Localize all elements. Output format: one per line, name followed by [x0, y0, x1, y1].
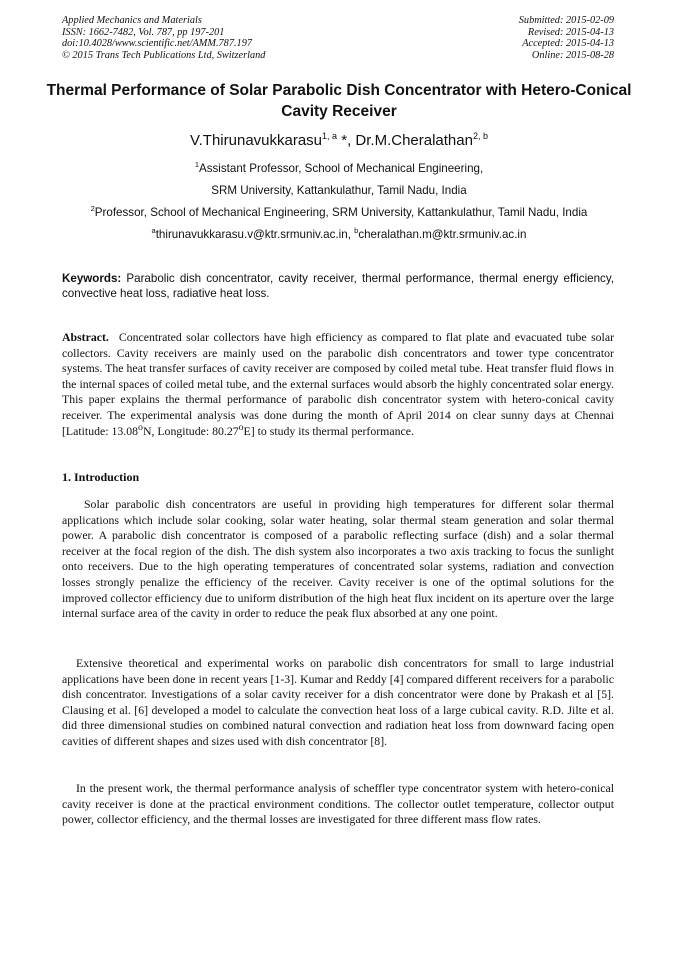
author-list [40, 131, 638, 151]
author-separator: , [347, 132, 356, 149]
intro-paragraph-3: In the present work, the thermal performance analysis of scheffler type concentrator system with hetero-conical cavity receiver is done at the practical environment conditions. The collector outlet temperature, collector output power, collector efficiency, and the thermal losses are investigated for three different mass flow rates. [62, 781, 614, 827]
abstract-label: Abstract. [62, 330, 109, 344]
email-separator: , [347, 228, 355, 241]
intro-paragraph-2: Extensive theoretical and experimental works on parabolic dish concentrators for small to large industrial applications have been done in recent years [1-3]. Kumar and Reddy [4] compared different receivers for a parabolic dish concentrator. Investigations of a solar cavity receiver for a dish concentrator were done by Prakash et al [5]. Clausing et al. [6] developed a model to calculate the convection heat loss of a large cubical cavity. R.D. Jilte et al. did three dimensional studies on combined natural convection and radiation heat loss from downward facing open cavities of different shapes and sizes used with dish concentrator [8]. [62, 656, 614, 748]
journal-copyright: © 2015 Trans Tech Publications Ltd, Switzerland [62, 49, 266, 61]
abstract-text-3: E] to study its thermal performance. [243, 423, 414, 438]
date-accepted: Accepted: 2015-04-13 [522, 38, 614, 49]
intro-paragraph-1: Solar parabolic dish concentrators are useful in providing high temperatures for different solar thermal applications which include solar cooking, solar water heating, solar thermal steam generation and solar thermal power. A parabolic dish concentrator is composed of a parabolic reflecting surface (dish) and a solar thermal receiver at the focal region of the dish. The dish system also incorporates a two axis tracking to focus the sunlight onto receivers. Due to the high operating temperatures of concentrated solar systems, radiation and convection losses strongly penalize the efficiency of the receiver. Cavity receiver is one of the optimal solutions for the improved collector efficiency due to uniform distribution of the high heat flux incident on its aperture over the large internal surface area of the cavity in order to reduce the peak flux absorbed at any one point. [62, 497, 614, 621]
degree-sup-2: o [238, 421, 244, 433]
journal-name: Applied Mechanics and Materials [62, 15, 202, 26]
affiliation-1-text: Assistant Professor, School of Mechanical Engineering, [198, 162, 484, 175]
email-a-sup: a [151, 226, 156, 236]
keywords-block [62, 271, 614, 301]
affiliation-2-sup: 2 [90, 204, 95, 214]
degree-sup-1: o [138, 421, 143, 433]
author-2-sup: 2, b [472, 131, 488, 141]
author-2: Dr.M.Cheralathan [355, 132, 473, 149]
section-heading-introduction: 1. Introduction [62, 470, 140, 484]
affiliation-2-text: Professor, School of Mechanical Engineering, SRM University, Kattankulathur, Tamil Nadu, India [94, 206, 588, 219]
corresponding-mark: * [337, 132, 348, 149]
email-a[interactable]: thirunavukkarasu.v@ktr.srmuniv.ac.in [155, 228, 348, 241]
author-emails [40, 228, 638, 242]
abstract-text-1: Concentrated solar collectors have high efficiency as compared to flat plate and evacuated tube solar collectors. Cavity receivers are mainly used on the parabolic dish concentrators and tower type concentrator systems. The heat transfer surfaces of cavity receiver are composed by coiled metal tube. Heat transfer fluid flows in the internal spaces of coiled metal tube, and the external surfaces would absorb the highly concentrated solar energy. This paper explains the thermal performance of parabolic dish concentrator system with hetero-conical cavity receiver. The experimental analysis was done during the month of April 2014 on clear sunny days at Chennai [Latitude: 13.08 [62, 330, 614, 438]
email-b[interactable]: cheralathan.m@ktr.srmuniv.ac.in [358, 228, 527, 241]
keywords-label: Keywords: [62, 272, 122, 285]
affiliation-1-sup: 1 [194, 160, 199, 170]
date-online: Online: 2015-08-28 [531, 49, 614, 61]
author-1: V.Thirunavukkarasu [190, 132, 323, 149]
affiliation-1-line-2: SRM University, Kattankulathur, Tamil Nadu, India [211, 184, 467, 197]
abstract-block [62, 330, 614, 439]
affiliation-2 [40, 206, 638, 220]
paper-title: Thermal Performance of Solar Parabolic Dish Concentrator with Hetero-Conical Cavity Receiver [46, 82, 632, 120]
date-submitted: Submitted: 2015-02-09 [518, 15, 614, 26]
journal-doi: doi:10.4028/www.scientific.net/AMM.787.197 [62, 38, 252, 49]
affiliation-1-line-1 [40, 162, 638, 176]
journal-issn: ISSN: 1662-7482, Vol. 787, pp 197-201 [62, 26, 225, 38]
date-revised: Revised: 2015-04-13 [527, 26, 614, 38]
publication-dates [519, 15, 614, 61]
keywords-text: Parabolic dish concentrator, cavity receiver, thermal performance, thermal energy efficiency, convective heat loss, radiative heat loss. [62, 272, 614, 300]
email-b-sup: b [354, 226, 359, 236]
author-1-sup: 1, a [322, 131, 338, 141]
abstract-text-2: N, Longitude: 80.27 [142, 423, 239, 438]
journal-info [62, 15, 265, 61]
